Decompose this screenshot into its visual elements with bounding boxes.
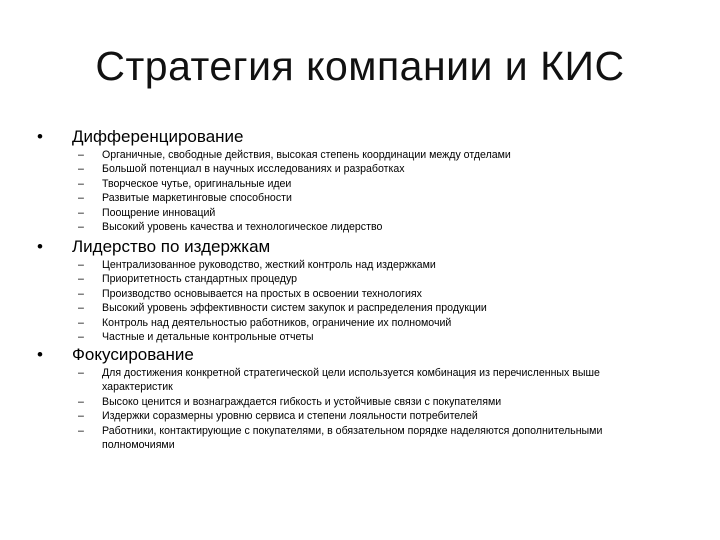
sub-list <box>0 258 720 344</box>
sub-list <box>0 366 720 452</box>
dash-icon: – <box>78 410 84 423</box>
dash-icon: – <box>78 163 84 176</box>
list-item <box>0 424 720 453</box>
list-item <box>0 191 720 205</box>
bullet-icon: • <box>37 345 43 364</box>
list-item-text: Высокий уровень эффективности систем закупок и распределения продукции <box>102 302 487 315</box>
section-heading: Дифференцирование <box>72 127 244 146</box>
section-heading-row <box>0 126 720 148</box>
section-heading: Фокусирование <box>72 345 194 364</box>
list-item <box>0 395 720 409</box>
dash-icon: – <box>78 331 84 344</box>
dash-icon: – <box>78 316 84 329</box>
dash-icon: – <box>78 367 84 379</box>
dash-icon: – <box>78 424 84 437</box>
list-item-text: Централизованное руководство, жесткий контроль над издержками <box>102 259 436 271</box>
section-cost-leadership <box>0 236 720 344</box>
list-item <box>0 148 720 162</box>
list-item <box>0 272 720 286</box>
bullet-icon: • <box>37 127 43 146</box>
list-item-text: Контроль над деятельностью работников, ограничение их полномочий <box>102 316 452 329</box>
list-item-text: Высоко ценится и вознаграждается гибкость и устойчивые связи с покупателями <box>102 395 502 408</box>
list-item <box>0 206 720 220</box>
slide-title: Стратегия компании и КИС <box>95 43 625 89</box>
list-item-text: Органичные, свободные действия, высокая степень координации между отделами <box>102 149 511 161</box>
section-differentiation <box>0 126 720 234</box>
list-item-text: Для достижения конкретной стратегической цели используется комбинация из перечисленных выше характеристик <box>102 367 600 394</box>
dash-icon: – <box>78 287 84 300</box>
dash-icon: – <box>78 273 84 286</box>
dash-icon: – <box>78 302 84 315</box>
list-item-text: Приоритетность стандартных процедур <box>102 273 298 286</box>
section-heading-row <box>0 344 720 366</box>
list-item <box>0 162 720 176</box>
list-item-text: Производство основывается на простых в освоении технологиях <box>102 287 422 300</box>
sub-list <box>0 148 720 234</box>
list-item <box>0 301 720 315</box>
list-item <box>0 258 720 272</box>
list-item <box>0 409 720 423</box>
list-item <box>0 366 720 395</box>
list-item <box>0 287 720 301</box>
dash-icon: – <box>78 206 84 219</box>
dash-icon: – <box>78 149 84 161</box>
list-item <box>0 177 720 191</box>
list-item-text: Поощрение инноваций <box>102 206 216 219</box>
list-item <box>0 316 720 330</box>
list-item-text: Развитые маркетинговые способности <box>102 192 292 205</box>
dash-icon: – <box>78 192 84 205</box>
list-item <box>0 330 720 344</box>
section-heading: Лидерство по издержкам <box>72 237 271 256</box>
list-item-text: Творческое чутье, оригинальные идеи <box>102 177 292 190</box>
list-item-text: Издержки соразмерны уровню сервиса и степени лояльности потребителей <box>102 410 478 423</box>
dash-icon: – <box>78 395 84 408</box>
section-focusing <box>0 344 720 452</box>
bullet-icon: • <box>37 237 43 256</box>
list-item <box>0 220 720 234</box>
list-item-text: Частные и детальные контрольные отчеты <box>102 331 314 344</box>
list-item-text: Большой потенциал в научных исследованиях и разработках <box>102 163 405 176</box>
dash-icon: – <box>78 259 84 271</box>
dash-icon: – <box>78 221 84 234</box>
list-item-text: Высокий уровень качества и технологическое лидерство <box>102 221 383 234</box>
section-heading-row <box>0 236 720 258</box>
list-item-text: Работники, контактирующие с покупателями, в обязательном порядке наделяются дополнительными полномочиями <box>102 424 603 452</box>
dash-icon: – <box>78 177 84 190</box>
